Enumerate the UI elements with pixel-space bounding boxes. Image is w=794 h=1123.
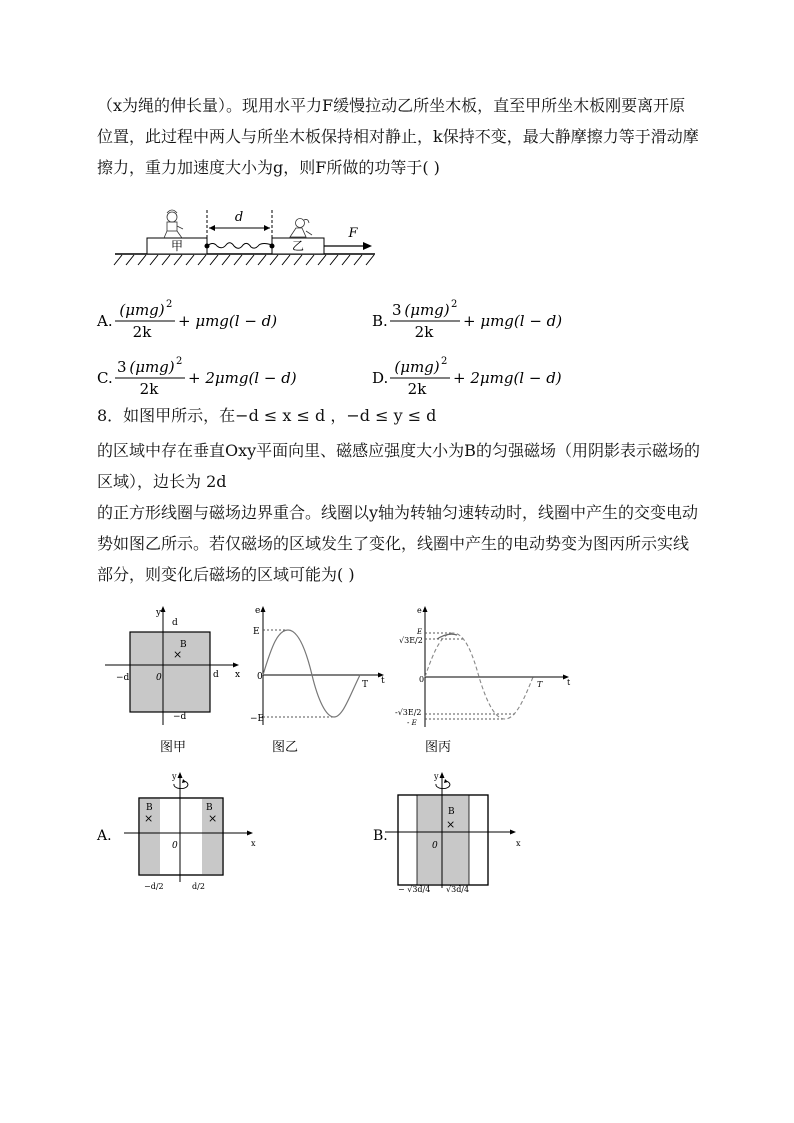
svg-text:图甲: 图甲 [160, 740, 187, 755]
q7-text-line1: （x为绳的伸长量）。现用水平力F缓慢拉动乙所坐木板，直至甲所坐木板刚要离开原 [97, 96, 686, 115]
svg-text:t: t [567, 678, 571, 687]
svg-text:0: 0 [172, 841, 178, 851]
svg-text:t: t [381, 676, 385, 686]
svg-text:−d: −d [173, 712, 187, 722]
svg-text:0: 0 [432, 841, 438, 851]
svg-text:×: × [173, 648, 183, 661]
svg-text:图丙: 图丙 [425, 740, 452, 755]
option-a[interactable] [97, 299, 278, 346]
q7-figure [110, 205, 380, 270]
svg-text:2k: 2k [407, 380, 427, 398]
svg-text:+ μmg(l − d): + μmg(l − d) [178, 312, 278, 330]
person-jia-icon [164, 210, 183, 238]
svg-text:y: y [172, 772, 177, 781]
figure-bing [395, 605, 575, 765]
svg-text:A.: A. [97, 312, 113, 330]
svg-text:2: 2 [176, 356, 183, 367]
svg-text:− √3d/4: − √3d/4 [398, 885, 431, 894]
svg-text:−d/2: −d/2 [144, 882, 164, 891]
svg-text:√3E/2: √3E/2 [399, 636, 423, 645]
svg-text:−E: −E [250, 714, 265, 724]
svg-text:B.: B. [373, 828, 388, 844]
svg-text:- E: - E [407, 719, 417, 727]
svg-text:e: e [417, 606, 422, 615]
svg-text:B: B [448, 807, 455, 817]
q8-option-a[interactable] [94, 770, 264, 895]
q7-text-line2: 位置，此过程中两人与所坐木板保持相对静止，k保持不变，最大静摩擦力等于滑动摩 [97, 127, 699, 146]
svg-text:2: 2 [451, 299, 458, 310]
figure-yi [250, 605, 390, 765]
figure-jia [100, 605, 245, 765]
option-d[interactable] [372, 356, 562, 403]
q8-text-line1: 8．如图甲所示，在−d ≤ x ≤ d ，−d ≤ y ≤ d [97, 406, 437, 425]
rotation-arrow-icon [436, 781, 450, 789]
option-b-figure [370, 770, 540, 895]
svg-text:T: T [537, 680, 543, 689]
svg-text:(μmg): (μmg) [129, 358, 175, 376]
waveform-line [263, 630, 360, 717]
svg-text:×: × [208, 812, 218, 825]
option-a-figure [94, 770, 264, 895]
svg-text:乙: 乙 [291, 239, 305, 253]
q8-text-line6: 部分，则变化后磁场的区域可能为( ) [97, 565, 355, 584]
svg-text:2k: 2k [132, 323, 152, 341]
svg-text:(μmg): (μmg) [404, 301, 450, 319]
svg-text:×: × [446, 818, 456, 831]
svg-text:x: x [251, 839, 256, 848]
option-c[interactable] [97, 356, 297, 403]
rotation-arrow-icon [174, 781, 188, 789]
svg-text:0: 0 [156, 673, 162, 683]
svg-text:y: y [156, 608, 162, 618]
svg-text:E: E [417, 628, 423, 636]
svg-text:A.: A. [97, 828, 112, 844]
svg-text:(μmg): (μmg) [394, 358, 440, 376]
svg-text:y: y [434, 772, 439, 781]
svg-text:+ 2μmg(l − d): + 2μmg(l − d) [188, 369, 297, 387]
svg-text:d/2: d/2 [192, 882, 205, 891]
svg-text:B.: B. [372, 312, 388, 330]
svg-text:d: d [213, 670, 219, 680]
svg-text:F: F [348, 226, 358, 241]
svg-text:e: e [255, 606, 261, 616]
svg-text:√3d/4: √3d/4 [446, 885, 470, 894]
svg-text:-√3E/2: -√3E/2 [395, 708, 422, 717]
option-b[interactable] [372, 299, 563, 346]
q8-option-b[interactable] [370, 770, 540, 895]
svg-text:3: 3 [392, 301, 402, 319]
q8-text-line2: 的区域中存在垂直Oxy平面向里、磁感应强度大小为B的匀强磁场（用阴影表示磁场的 [97, 441, 700, 460]
svg-text:B: B [180, 640, 187, 650]
svg-text:+ μmg(l − d): + μmg(l − d) [463, 312, 563, 330]
svg-text:2: 2 [441, 356, 448, 367]
svg-text:d: d [234, 210, 244, 225]
svg-text:x: x [516, 839, 521, 848]
q8-text-line4: 的正方形线圈与磁场边界重合。线圈以y轴为转轴匀速转动时，线圈中产生的交变电动 [97, 503, 699, 522]
svg-text:d: d [172, 618, 178, 628]
q7-text-line3: 擦力，重力加速度大小为g，则F所做的功等于( ) [97, 158, 440, 177]
svg-text:0: 0 [257, 672, 263, 682]
svg-text:2k: 2k [414, 323, 434, 341]
person-yi-icon [290, 219, 312, 238]
svg-text:0: 0 [419, 675, 425, 684]
svg-text:×: × [144, 812, 154, 825]
waveform-dashed [425, 633, 533, 719]
svg-text:−d: −d [116, 673, 130, 683]
q8-text-line5: 势如图乙所示。若仅磁场的区域发生了变化，线圈中产生的电动势变为图丙所示实线 [97, 534, 690, 553]
svg-text:B: B [146, 803, 153, 813]
svg-text:2k: 2k [139, 380, 159, 398]
svg-text:C.: C. [97, 369, 113, 387]
rope [207, 243, 272, 249]
svg-text:x: x [235, 670, 241, 680]
svg-text:(μmg): (μmg) [119, 301, 165, 319]
svg-text:3: 3 [117, 358, 127, 376]
svg-text:B: B [206, 803, 213, 813]
svg-text:T: T [362, 680, 369, 690]
svg-text:图乙: 图乙 [272, 740, 299, 755]
svg-text:甲: 甲 [170, 239, 184, 253]
svg-text:+ 2μmg(l − d): + 2μmg(l − d) [453, 369, 562, 387]
svg-text:E: E [253, 627, 260, 637]
svg-text:2: 2 [166, 299, 173, 310]
waveform-solid [437, 634, 457, 639]
q8-text-line3: 区域），边长为 2d [97, 472, 227, 491]
svg-text:D.: D. [372, 369, 389, 387]
